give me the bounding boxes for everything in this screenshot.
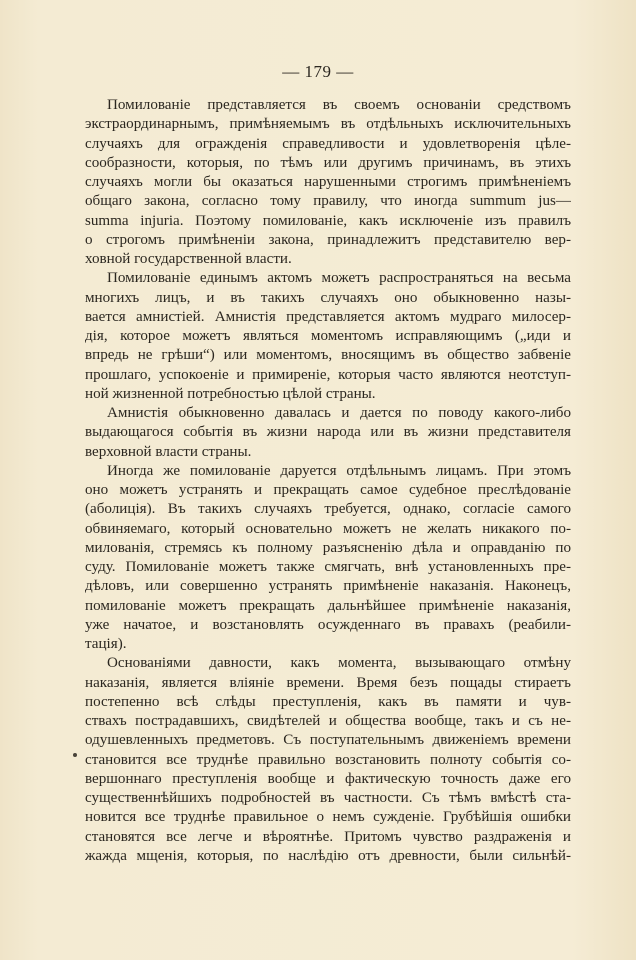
text-line: многихъ лицъ, и въ такихъ случаяхъ оно обыкновенно назы- xyxy=(85,289,571,306)
text-line: ховной государственной власти. xyxy=(85,251,292,267)
text-line: существеннѣйшихъ подробностей въ частности. Съ тѣмъ вмѣстѣ ста- xyxy=(85,790,571,806)
text-line: (аболиція). Въ такихъ случаяхъ требуется, однако, согласіе самого xyxy=(85,501,571,518)
text-line: жажда мщенія, которыя, по наслѣдію отъ древности, были сильнѣй- xyxy=(85,847,571,864)
text-line: вается амнистіей. Амнистія представляется актомъ мудраго милосер- xyxy=(85,308,571,325)
text-line: наказанія, является вліяніе времени. Время безъ пощады стираетъ xyxy=(85,674,571,691)
text-line: тація). xyxy=(85,636,127,652)
text-line: милованія, стремясь къ полному разъясненію дѣла и оправданію по xyxy=(85,539,571,556)
text-line: дія, которое можетъ являться моментомъ исправляющимъ („иди и xyxy=(85,328,571,344)
text-line: Помилованіе единымъ актомъ можетъ распространяться на весьма xyxy=(107,270,571,287)
margin-mark xyxy=(73,753,77,757)
text-line: становится все труднѣе правильно возстановить полноту событія со- xyxy=(85,751,571,768)
text-line: случаяхъ могли бы оказаться нарушенными строгимъ примѣненіемъ xyxy=(85,174,571,190)
text-line: Иногда же помилованіе даруется отдѣльнымъ лицамъ. При этомъ xyxy=(107,462,571,479)
text-line: новится все труднѣе правильное о немъ сужденіе. Грубѣйшія ошибки xyxy=(85,809,571,826)
body-text xyxy=(85,96,571,866)
text-line: помилованіе можетъ прекращать дальнѣйшее примѣненіе наказанія, xyxy=(85,597,571,614)
text-line: ствахъ пострадавшихъ, свидѣтелей и общества вообще, такъ и съ не- xyxy=(85,713,571,729)
text-line: общаго закона, согласно тому правилу, что иногда summum jus— xyxy=(85,193,571,210)
text-line: summa injuria. Поэтому помилованіе, какъ исключеніе изъ правилъ xyxy=(85,212,571,229)
text-line: становятся все легче и вѣроятнѣе. Притомъ чувство раздраженія и xyxy=(85,828,571,845)
text-line: верховной власти страны. xyxy=(85,443,252,460)
page-number: — 179 — xyxy=(282,62,354,81)
text-line: случаяхъ для огражденія справедливости и удовлетворенія цѣле- xyxy=(85,135,571,152)
text-line: впредь не грѣши“) или моментомъ, вносящимъ въ общество забвеніе xyxy=(85,347,571,364)
text-line: прошлаго, успокоеніе и примиреніе, которыя часто являются неотступ- xyxy=(85,366,571,383)
text-line: оно можетъ устранять и прекращать самое судебное преслѣдованіе xyxy=(85,482,571,498)
text-line: сообразности, которыя, по тѣмъ или другимъ причинамъ, въ этихъ xyxy=(85,154,571,171)
text-line: Помилованіе представляется въ своемъ основаніи средствомъ xyxy=(107,97,571,113)
text-line: экстраординарнымъ, примѣняемымъ въ отдѣльныхъ исключительныхъ xyxy=(85,116,571,133)
text-line: ной жизненной потребностью цѣлой страны. xyxy=(85,385,376,402)
text-line: постепенно всѣ слѣды преступленія, какъ въ памяти и чув- xyxy=(85,693,571,710)
text-line: дѣловъ, или совершенно устранять примѣненіе наказанія. Наконецъ, xyxy=(85,578,571,595)
text-line: одушевленныхъ предметовъ. Съ поступательнымъ движеніемъ времени xyxy=(85,732,571,749)
text-line: о строгомъ примѣненіи закона, принадлежитъ представителю вер- xyxy=(85,231,571,248)
text-line: уже начатое, и возстановлять осужденнаго въ правахъ (реабили- xyxy=(85,616,571,633)
text-line: выдающагося событія въ жизни народа или въ жизни представителя xyxy=(85,424,571,441)
text-line: Основаніями давности, какъ момента, вызывающаго отмѣну xyxy=(107,655,571,672)
text-line: вершоннаго преступленія вообще и фактическую точность даже его xyxy=(85,770,571,787)
text-line: суду. Помилованіе можетъ также смягчать, внѣ установленныхъ пре- xyxy=(85,559,571,575)
text-line: обвиняемаго, который основательно можетъ не желать никакого по- xyxy=(85,520,571,537)
text-line: Амнистія обыкновенно давалась и дается по поводу какого-либо xyxy=(107,405,571,421)
